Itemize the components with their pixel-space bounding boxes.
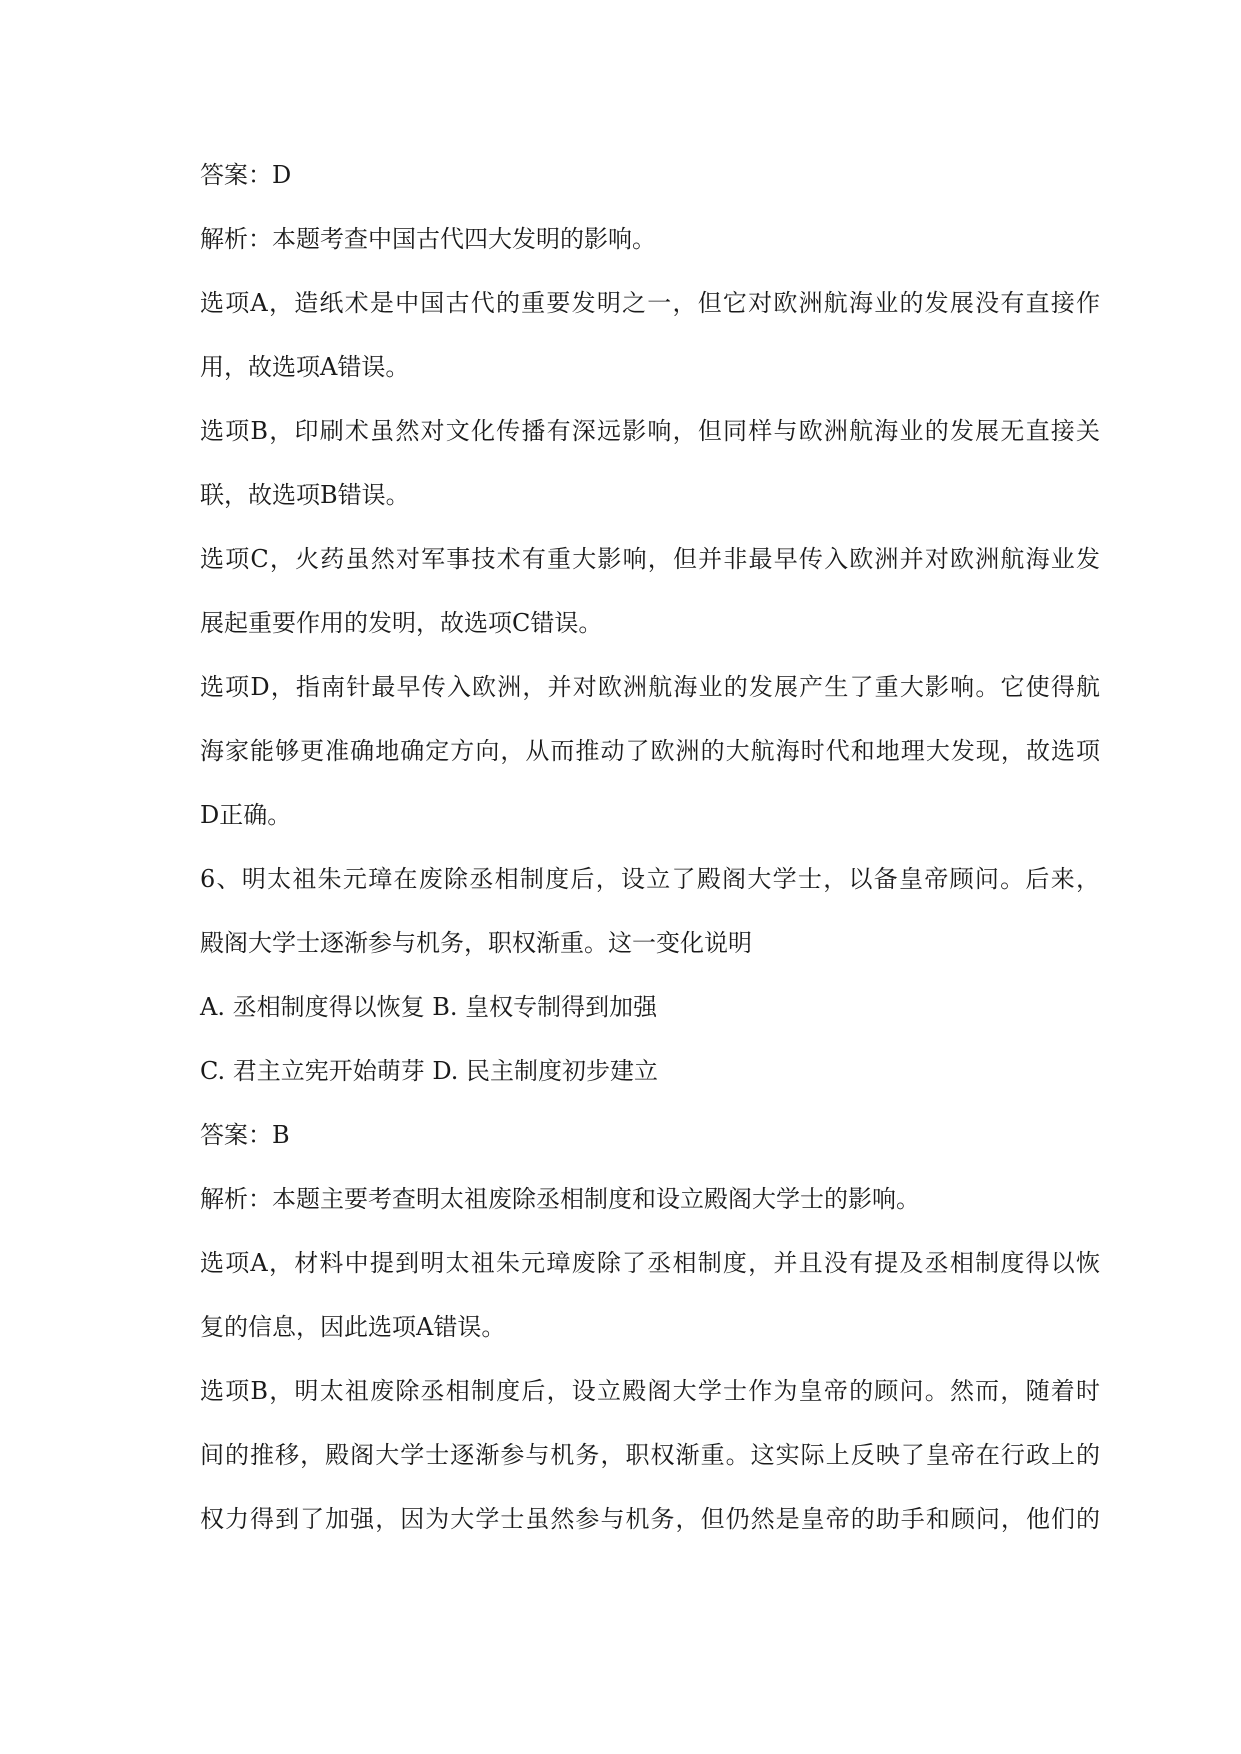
option-d-explanation: 选项D，指南针最早传入欧洲，并对欧洲航海业的发展产生了重大影响。它使得航 (200, 673, 1100, 701)
option-a-explanation: 选项A，造纸术是中国古代的重要发明之一，但它对欧洲航海业的发展没有直接作 (200, 289, 1100, 317)
option-c-explanation-cont: 展起重要作用的发明，故选项C错误。 (200, 609, 603, 637)
option-b-explanation: 选项B，印刷术虽然对文化传播有深远影响，但同样与欧洲航海业的发展无直接关 (200, 417, 1100, 445)
option-d-explanation-end: D正确。 (200, 801, 292, 829)
option-c-explanation: 选项C，火药虽然对军事技术有重大影响，但并非最早传入欧洲并对欧洲航海业发 (200, 545, 1100, 573)
option-a-explanation: 选项A，材料中提到明太祖朱元璋废除了丞相制度，并且没有提及丞相制度得以恢 (200, 1249, 1100, 1277)
question-6-cont: 殿阁大学士逐渐参与机务，职权渐重。这一变化说明 (200, 929, 752, 957)
choices-ab: A. 丞相制度得以恢复 B. 皇权专制得到加强 (200, 993, 658, 1021)
option-a-explanation-cont: 复的信息，因此选项A错误。 (200, 1313, 506, 1341)
question-6: 6、明太祖朱元璋在废除丞相制度后，设立了殿阁大学士，以备皇帝顾问。后来， (200, 865, 1100, 893)
analysis-line: 解析：本题主要考查明太祖废除丞相制度和设立殿阁大学士的影响。 (200, 1185, 920, 1213)
answer-line: 答案：D (200, 161, 292, 189)
option-a-explanation-cont: 用，故选项A错误。 (200, 353, 410, 381)
option-b-explanation: 选项B，明太祖废除丞相制度后，设立殿阁大学士作为皇帝的顾问。然而，随着时 (200, 1377, 1100, 1405)
choices-cd: C. 君主立宪开始萌芽 D. 民主制度初步建立 (200, 1057, 659, 1085)
answer-line: 答案：B (200, 1121, 290, 1149)
document-body (200, 143, 1100, 1551)
option-b-explanation-cont: 权力得到了加强，因为大学士虽然参与机务，但仍然是皇帝的助手和顾问，他们的 (200, 1505, 1100, 1533)
option-b-explanation-cont: 联，故选项B错误。 (200, 481, 410, 509)
option-d-explanation-cont: 海家能够更准确地确定方向，从而推动了欧洲的大航海时代和地理大发现，故选项 (200, 737, 1100, 765)
analysis-line: 解析：本题考查中国古代四大发明的影响。 (200, 225, 656, 253)
option-b-explanation-cont: 间的推移，殿阁大学士逐渐参与机务，职权渐重。这实际上反映了皇帝在行政上的 (200, 1441, 1100, 1469)
